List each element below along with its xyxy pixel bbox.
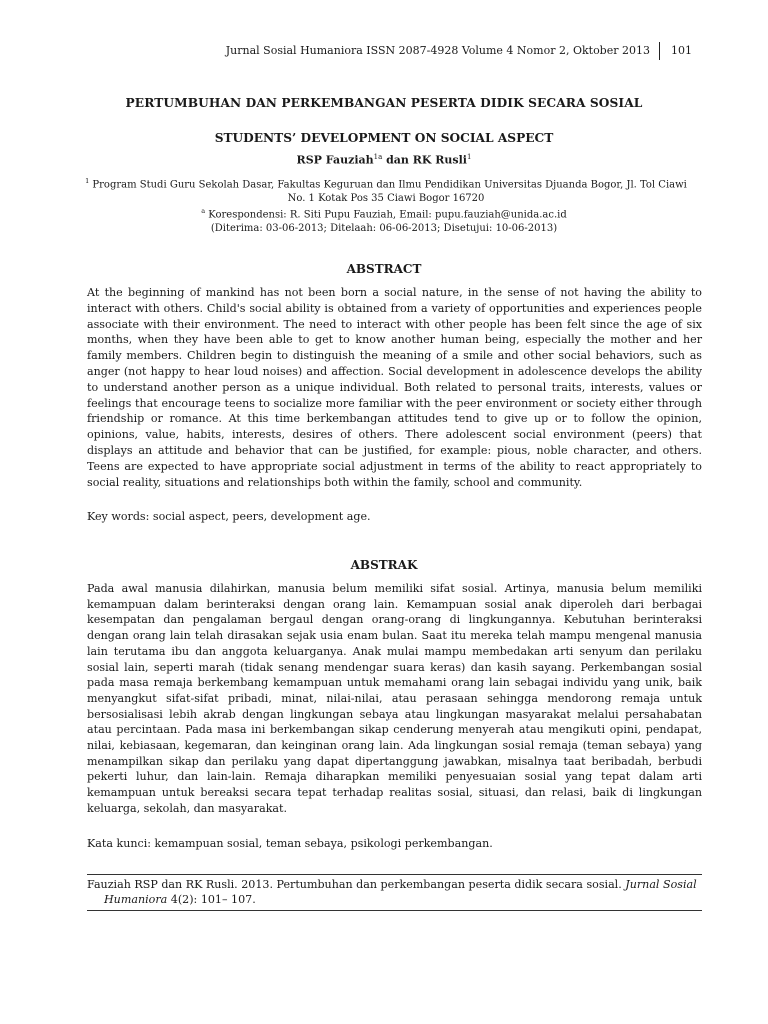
citation-suffix: 4(2): 101– 107. (167, 892, 256, 906)
affiliation-text: Program Studi Guru Sekolah Dasar, Fakultas Keguruan dan Ilmu Pendidikan Universitas Djuanda Bogor, Jl. Tol Ciawi No. 1 Kotak Pos 35 Ciawi Bogor 16720 (89, 179, 687, 204)
citation-journal: Jurnal Sosial Humaniora (104, 878, 697, 906)
affiliation-marker: 1 (85, 177, 90, 185)
author-superscript: 1 (466, 153, 472, 161)
page-number: 101 (671, 44, 692, 57)
citation-prefix: Fauziah RSP dan RK Rusli. 2013. Pertumbuhan dan perkembangan peserta didik secara sosial. (87, 878, 626, 891)
submission-dates: (Diterima: 03-06-2013; Ditelaah: 06-06-2013; Disetujui: 10-06-2013) (210, 222, 558, 234)
abstract-heading: ABSTRACT (346, 262, 422, 276)
author-name: RK Rusli (412, 153, 467, 167)
correspondence-text: Korespondensi: R. Siti Pupu Fauziah, Email: pupu.fauziah@unida.ac.id (205, 209, 567, 221)
author-line (0, 153, 768, 167)
citation-top-rule (87, 874, 702, 875)
citation-bottom-rule (87, 910, 702, 911)
abstract-keywords: Key words: social aspect, peers, development age. (87, 510, 371, 523)
author-name: RSP Fauziah (296, 153, 374, 167)
correspondence-marker: a (201, 207, 206, 215)
abstrak-body: Pada awal manusia dilahirkan, manusia belum memiliki sifat sosial. Artinya, manusia belum memiliki kemampuan dalam berinteraksi dengan orang lain. Kemampuan sosial anak diperoleh dari berbagai kesempatan dan pengalaman bergaul dengan orang-orang di lingkungannya. Kebutuhan berinteraksi dengan orang lain telah dirasakan sejak usia enam bulan. Saat itu mereka telah mampu mengenal manusia lain terutama ibu dan anggota keluarganya. Anak mulai mampu membedakan arti senyum dan perilaku sosial lain, seperti marah (tidak senang mendengar suara keras) dan kasih sayang. Perkembangan sosial pada masa remaja berkembang kemampuan untuk memahami orang lain sebagai individu yang unik, baik menyangkut sifat-sifat pribadi, minat, nilai-nilai, atau perasaan sehingga mendorong remaja untuk bersosialisasi lebih akrab dengan lingkungan sebaya atau lingkungan masyarakat melalui persahabatan atau percintaan. Pada masa ini berkembangan sikap cenderung menyerah atau mengikuti opini, pendapat, nilai, kebiasaan, kegemaran, dan keinginan orang lain. Ada lingkungan sosial remaja (teman sebaya) yang menampilkan sikap dan perilaku yang dapat dipertanggung jawabkan, misalnya taat beribadah, berbudi pekerti luhur, dan lain-lain. Remaja diharapkan memiliki penyesuaian sosial yang tepat dalam arti kemampuan untuk bereaksi secara tepat terhadap realitas sosial, situasi, dan relasi, baik di lingkungan keluarga, sekolah, dan masyarakat. (87, 582, 702, 815)
affiliation (84, 175, 688, 205)
journal-info: Jurnal Sosial Humaniora ISSN 2087-4928 Volume 4 Nomor 2, Oktober 2013 (225, 44, 650, 57)
header-divider (659, 42, 660, 60)
abstrak-heading: ABSTRAK (350, 558, 418, 572)
running-header (226, 42, 692, 60)
correspondence-block (0, 205, 768, 235)
article-title-english: STUDENTS’ DEVELOPMENT ON SOCIAL ASPECT (214, 131, 554, 145)
abstrak-keywords: Kata kunci: kemampuan sosial, teman sebaya, psikologi perkembangan. (87, 837, 493, 850)
author-superscript: 1a (373, 153, 383, 161)
author-connector: dan (382, 153, 413, 167)
correspondence (0, 205, 768, 222)
citation-block (87, 878, 702, 907)
abstract-body: At the beginning of mankind has not been born a social nature, in the sense of not having the ability to interact with others. Child's social ability is obtained from a variety of opportunities and experiences people associate with their environment. The need to interact with other people has been felt since the age of six months, when they have been able to get to know another human being, especially the mother and her family members. Children begin to distinguish the meaning of a smile and other social behaviors, such as anger (not happy to hear loud noises) and affection. Social development in adolescence develops the ability to understand another person as a unique individual. Both related to personal traits, interests, values or feelings that encourage teens to socialize more familiar with the peer environment or society either through friendship or romance. At this time berkembangan attitudes tend to give up or to follow the opinion, opinions, value, habits, interests, desires of others. There adolescent social environment (peers) that displays an attitude and behavior that can be justified, for example: pious, noble character, and others. Teens are expected to have appropriate social adjustment in terms of the ability to react appropriately to social reality, situations and relationships both within the family, school and community. (87, 286, 702, 489)
article-title-indonesian: PERTUMBUHAN DAN PERKEMBANGAN PESERTA DIDIK SECARA SOSIAL (125, 96, 643, 110)
